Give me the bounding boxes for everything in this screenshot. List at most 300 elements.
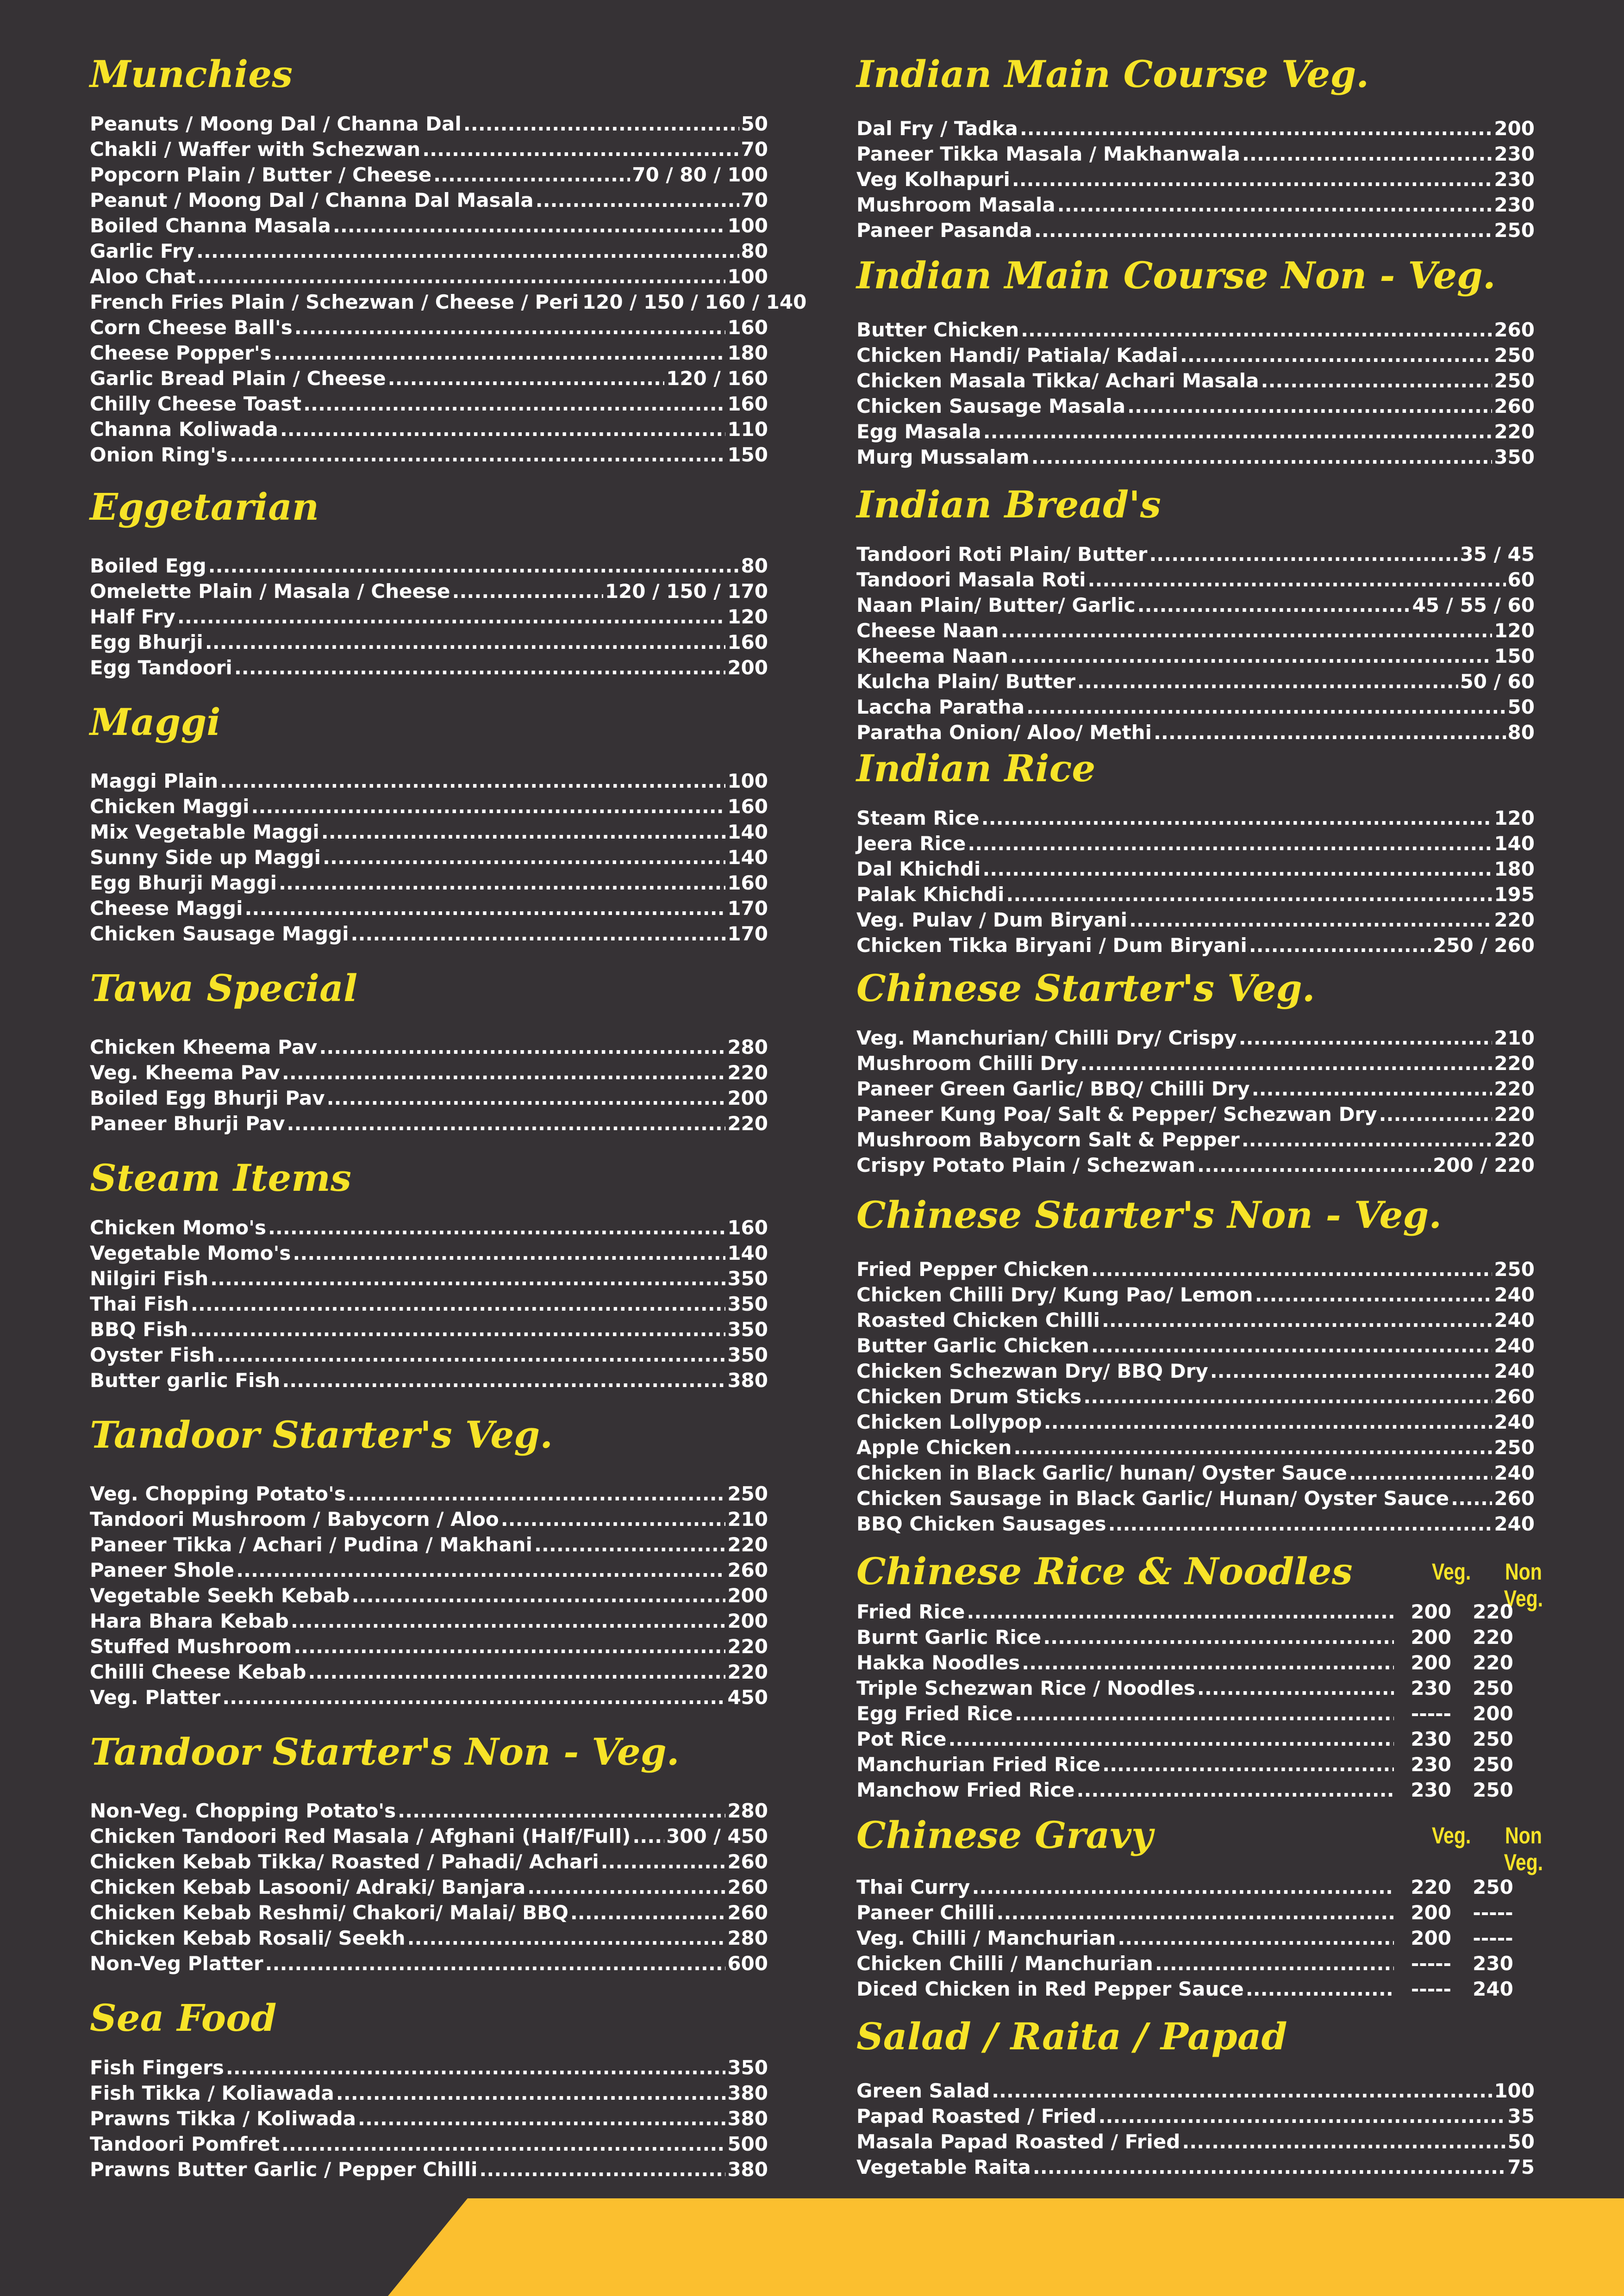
section-title: Indian Rice <box>856 747 1096 790</box>
item-name: Fried Pepper Chicken <box>856 1258 1089 1281</box>
dot-leader <box>1021 317 1492 342</box>
item-name: Paneer Green Garlic/ BBQ/ Chilli Dry <box>856 1077 1250 1100</box>
menu-items <box>90 1034 768 1136</box>
menu-item <box>856 317 1535 342</box>
item-name: Garlic Bread Plain / Cheese <box>90 367 386 390</box>
item-price: 230 <box>1494 168 1535 191</box>
menu-items <box>90 553 768 680</box>
item-name: Stuffed Mushroom <box>90 1635 292 1658</box>
item-price: 100 <box>727 770 768 792</box>
item-name: Apple Chicken <box>856 1436 1012 1459</box>
dot-leader <box>358 2106 725 2131</box>
item-name: Mushroom Masala <box>856 193 1056 216</box>
item-name: Diced Chicken in Red Pepper Sauce <box>856 1978 1244 2000</box>
menu-item <box>90 442 768 467</box>
item-name: Crispy Potato Plain / Schezwan <box>856 1154 1196 1176</box>
item-price: 280 <box>727 1036 768 1058</box>
menu-item <box>90 1659 768 1685</box>
item-name: Prawns Tikka / Koliwada <box>90 2107 356 2130</box>
menu-item <box>90 819 768 845</box>
dot-leader <box>1077 669 1458 694</box>
menu-item <box>90 1240 768 1266</box>
dot-leader <box>1210 1358 1493 1384</box>
dot-leader <box>1020 116 1493 141</box>
dot-leader <box>1379 1101 1493 1127</box>
dot-leader <box>287 1111 726 1136</box>
dot-leader <box>1197 1675 1394 1701</box>
item-price: 250 <box>1494 219 1535 242</box>
item-price: 160 <box>727 871 768 894</box>
item-name: Cheese Maggi <box>90 897 243 920</box>
nonveg-price: 250 <box>1473 1876 1513 1898</box>
menu-item <box>90 162 768 187</box>
dot-leader <box>997 1900 1394 1925</box>
menu-item <box>90 1874 768 1900</box>
item-name: Veg. Chilli / Manchurian <box>856 1927 1116 1949</box>
veg-price: 220 <box>1411 1876 1451 1898</box>
item-name: Chicken Drum Sticks <box>856 1385 1082 1408</box>
dot-leader <box>234 655 726 680</box>
dot-leader <box>348 1481 725 1506</box>
item-name: Chilli Cheese Kebab <box>90 1661 306 1683</box>
menu-item <box>90 845 768 870</box>
nonveg-price: ----- <box>1473 1901 1513 1924</box>
item-name: Chicken Tandoori Red Masala / Afghani (Half/Full) <box>90 1825 631 1848</box>
menu-items <box>90 2055 768 2182</box>
item-price: 260 <box>1494 318 1535 341</box>
dot-leader <box>1077 1777 1394 1803</box>
item-name: Kheema Naan <box>856 645 1008 667</box>
dot-leader <box>294 315 726 340</box>
item-price: 140 <box>727 821 768 843</box>
item-name: Butter Garlic Chicken <box>856 1334 1089 1357</box>
item-name: Egg Masala <box>856 420 981 443</box>
menu-items <box>856 1599 1535 1803</box>
item-price: 170 <box>727 922 768 945</box>
item-price: 250 <box>1494 1258 1535 1281</box>
item-name: Sunny Side up Maggi <box>90 846 321 869</box>
dot-leader <box>501 1506 726 1532</box>
item-name: Boiled Egg Bhurji Pav <box>90 1087 325 1109</box>
item-name: Mix Vegetable Maggi <box>90 821 319 843</box>
section-title: Munchies <box>90 52 293 96</box>
veg-price: ----- <box>1411 1952 1451 1975</box>
dot-leader <box>1026 694 1505 720</box>
item-price: 240 <box>1494 1309 1535 1332</box>
dot-leader <box>1091 1257 1493 1282</box>
item-price: 240 <box>1494 1411 1535 1433</box>
menu-item <box>90 1532 768 1557</box>
item-price: 180 <box>1494 858 1535 880</box>
item-price: 70 <box>741 189 768 212</box>
item-price: 50 <box>741 112 768 135</box>
dot-leader <box>244 896 725 921</box>
dot-leader <box>319 1034 725 1060</box>
item-price: 80 <box>741 240 768 262</box>
menu-item <box>856 1726 1535 1752</box>
menu-item <box>90 1685 768 1710</box>
menu-item <box>856 1511 1535 1537</box>
item-name: Chicken Kebab Lasooni/ Adraki/ Banjara <box>90 1876 526 1898</box>
item-name: Butter Chicken <box>856 318 1019 341</box>
dot-leader <box>265 1951 726 1976</box>
dot-leader <box>433 162 630 187</box>
dot-leader <box>282 1060 725 1085</box>
dot-leader <box>1043 1624 1394 1650</box>
dot-leader <box>1044 1409 1493 1435</box>
item-name: Murg Mussalam <box>856 446 1030 468</box>
menu-item <box>856 218 1535 243</box>
menu-items <box>856 1025 1535 1178</box>
dot-leader <box>1080 1051 1492 1076</box>
item-name: Chicken Chilli Dry/ Kung Pao/ Lemon <box>856 1283 1253 1306</box>
menu-item <box>856 1101 1535 1127</box>
veg-price: 230 <box>1411 1677 1451 1699</box>
dot-leader <box>1083 1384 1492 1409</box>
menu-item <box>856 1701 1535 1726</box>
menu-item <box>90 604 768 629</box>
item-name: Peanut / Moong Dal / Channa Dal Masala <box>90 189 534 212</box>
item-price: 120 <box>1494 619 1535 642</box>
menu-item <box>856 1777 1535 1803</box>
menu-item <box>90 896 768 921</box>
item-price: 200 <box>727 1610 768 1632</box>
dot-leader <box>1006 882 1492 907</box>
item-price: 160 <box>727 392 768 415</box>
item-price: 70 / 80 / 100 <box>632 163 768 186</box>
item-name: Aloo Chat <box>90 265 196 288</box>
menu-item <box>90 213 768 238</box>
dot-leader <box>191 1291 725 1317</box>
menu-item <box>90 1557 768 1583</box>
dot-leader <box>321 819 726 845</box>
menu-item <box>90 111 768 137</box>
menu-item <box>90 1034 768 1060</box>
item-name: Paneer Kung Poa/ Salt & Pepper/ Schezwan Dry <box>856 1103 1377 1126</box>
dot-leader <box>1102 1752 1394 1777</box>
item-price: 350 <box>727 2056 768 2079</box>
menu-item <box>90 1215 768 1240</box>
item-name: Chicken Sausage in Black Garlic/ Hunan/ Oyster Sauce <box>856 1487 1449 1510</box>
item-price: 230 <box>1494 193 1535 216</box>
menu-item <box>856 1127 1535 1152</box>
item-name: Dal Fry / Tadka <box>856 117 1018 140</box>
menu-item <box>90 137 768 162</box>
nonveg-price: 240 <box>1473 1978 1513 2000</box>
menu-item <box>90 1951 768 1976</box>
menu-item <box>856 933 1535 958</box>
item-price: 250 <box>727 1482 768 1505</box>
item-price: 60 <box>1507 568 1535 591</box>
dot-leader <box>1015 1701 1394 1726</box>
menu-items <box>856 116 1535 243</box>
veg-price: ----- <box>1411 1702 1451 1725</box>
dot-leader <box>1099 2103 1506 2129</box>
dot-leader <box>422 137 739 162</box>
menu-item <box>90 1291 768 1317</box>
item-price: 140 <box>727 1242 768 1264</box>
item-name: Vegetable Momo's <box>90 1242 291 1264</box>
item-price: 210 <box>727 1508 768 1531</box>
menu-item <box>90 1342 768 1368</box>
item-price: 200 <box>727 1584 768 1607</box>
item-name: Chicken Maggi <box>90 795 250 818</box>
dot-leader <box>196 238 739 264</box>
nonveg-column-header: Non Veg. <box>1504 1823 1543 1875</box>
item-price: 260 <box>1494 395 1535 417</box>
menu-item <box>90 1823 768 1849</box>
dot-leader <box>333 213 725 238</box>
item-price: 350 <box>1494 446 1535 468</box>
veg-price: 200 <box>1411 1651 1451 1674</box>
menu-item <box>856 1358 1535 1384</box>
dot-leader <box>197 264 725 289</box>
item-name: Paneer Shole <box>90 1559 235 1581</box>
item-name: Onion Ring's <box>90 443 228 466</box>
item-price: 45 / 55 / 60 <box>1412 594 1535 616</box>
menu-item <box>856 393 1535 419</box>
dot-leader <box>281 2131 725 2157</box>
section-title: Maggi <box>90 700 221 744</box>
dot-leader <box>1451 1486 1492 1511</box>
item-name: Channa Koliwada <box>90 418 278 441</box>
menu-item <box>90 1060 768 1085</box>
item-price: 160 <box>727 1216 768 1239</box>
item-price: 140 <box>727 846 768 869</box>
menu-item <box>856 618 1535 643</box>
dot-leader <box>1182 2129 1505 2154</box>
menu-item <box>856 567 1535 592</box>
item-name: Chicken Momo's <box>90 1216 266 1239</box>
veg-price: 200 <box>1411 1626 1451 1649</box>
menu-item <box>856 1460 1535 1486</box>
item-name: Chicken Kebab Reshmi/ Chakori/ Malai/ BBQ <box>90 1901 568 1924</box>
menu-item <box>90 1266 768 1291</box>
menu-item <box>856 856 1535 882</box>
item-price: 220 <box>1494 1103 1535 1126</box>
menu-item <box>90 1368 768 1393</box>
item-price: 240 <box>1494 1462 1535 1484</box>
item-name: Roasted Chicken Chilli <box>856 1309 1100 1332</box>
dot-leader <box>1118 1925 1394 1951</box>
item-name: Steam Rice <box>856 807 980 829</box>
nonveg-price: 200 <box>1473 1702 1513 1725</box>
dot-leader <box>479 2157 725 2182</box>
dot-leader <box>236 1557 725 1583</box>
dot-leader <box>303 391 725 417</box>
item-price: 260 <box>727 1559 768 1581</box>
item-name: Boiled Egg <box>90 554 206 577</box>
item-price: 260 <box>1494 1487 1535 1510</box>
menu-item <box>90 768 768 794</box>
menu-items <box>90 1798 768 1976</box>
menu-item <box>856 1599 1535 1624</box>
dot-leader <box>1255 1282 1493 1307</box>
menu-item <box>90 1506 768 1532</box>
item-price: 100 <box>727 214 768 237</box>
dot-leader <box>1091 1333 1492 1358</box>
item-name: Hara Bhara Kebab <box>90 1610 289 1632</box>
item-price: 250 <box>1494 344 1535 367</box>
dot-leader <box>308 1659 726 1685</box>
dot-leader <box>1349 1460 1492 1486</box>
item-price: 280 <box>727 1799 768 1822</box>
item-name: Garlic Fry <box>90 240 194 262</box>
item-name: Palak Khichdi <box>856 883 1005 906</box>
item-name: Egg Fried Rice <box>856 1702 1013 1725</box>
dot-leader <box>1154 720 1506 745</box>
dot-leader <box>1127 393 1492 419</box>
menu-item <box>856 444 1535 470</box>
dot-leader <box>981 805 1493 831</box>
section-title: Sea Food <box>90 1996 277 2040</box>
dot-leader <box>1242 141 1492 167</box>
dot-leader <box>1057 192 1493 218</box>
item-name: Maggi Plain <box>90 770 219 792</box>
dot-leader <box>536 187 739 213</box>
dot-leader <box>1137 592 1411 618</box>
dot-leader <box>601 1849 726 1874</box>
menu-item <box>856 192 1535 218</box>
dot-leader <box>177 604 725 629</box>
menu-item <box>90 2131 768 2157</box>
item-price: 200 <box>1494 117 1535 140</box>
item-price: 350 <box>727 1318 768 1341</box>
menu-item <box>90 579 768 604</box>
item-name: Chicken Sausage Masala <box>856 395 1126 417</box>
dot-leader <box>1129 907 1492 933</box>
item-name: Papad Roasted / Fried <box>856 2105 1097 2128</box>
dot-leader <box>280 417 725 442</box>
menu-item <box>90 2055 768 2080</box>
menu-item <box>90 187 768 213</box>
nonveg-price: 250 <box>1473 1728 1513 1750</box>
dot-leader <box>208 553 739 579</box>
dot-leader <box>294 1634 725 1659</box>
item-name: Half Fry <box>90 605 175 628</box>
section-title: Indian Bread's <box>856 483 1161 526</box>
dot-leader <box>1239 1025 1493 1051</box>
dot-leader <box>398 1798 725 1823</box>
menu-items <box>856 541 1535 745</box>
dot-leader <box>1242 1127 1493 1152</box>
menu-item <box>856 1051 1535 1076</box>
item-name: Tandoori Mushroom / Babycorn / Aloo <box>90 1508 499 1531</box>
item-name: Egg Bhurji <box>90 631 203 653</box>
item-price: 600 <box>727 1952 768 1975</box>
menu-item <box>90 1583 768 1608</box>
item-price: 300 / 450 <box>666 1825 768 1848</box>
item-name: Thai Fish <box>90 1293 189 1315</box>
item-price: 140 <box>1494 832 1535 855</box>
item-name: Butter garlic Fish <box>90 1369 281 1392</box>
menu-item <box>856 1384 1535 1409</box>
item-price: 220 <box>727 1533 768 1556</box>
menu-item <box>856 1152 1535 1178</box>
item-name: Vegetable Raita <box>856 2156 1031 2178</box>
menu-item <box>856 1025 1535 1051</box>
item-price: 220 <box>1494 420 1535 443</box>
menu-item <box>856 1624 1535 1650</box>
menu-item <box>856 805 1535 831</box>
nonveg-price: 250 <box>1473 1779 1513 1801</box>
item-name: Chicken Kebab Tikka/ Roasted / Pahadi/ Achari <box>90 1850 599 1873</box>
menu-item <box>90 340 768 366</box>
dot-leader <box>282 1368 725 1393</box>
veg-price: ----- <box>1411 1978 1451 2000</box>
dot-leader <box>251 794 726 819</box>
item-price: 240 <box>1494 1512 1535 1535</box>
dot-leader <box>983 419 1493 444</box>
item-name: Nilgiri Fish <box>90 1267 209 1290</box>
item-name: Tandoori Roti Plain/ Butter <box>856 543 1148 566</box>
item-price: 250 / 260 <box>1433 934 1535 957</box>
nonveg-price: 220 <box>1473 1626 1513 1649</box>
menu-item <box>90 2106 768 2131</box>
dot-leader <box>632 1823 664 1849</box>
item-name: Mushroom Babycorn Salt & Pepper <box>856 1128 1240 1151</box>
corner-shape <box>388 2198 1624 2296</box>
menu-item <box>856 831 1535 856</box>
item-price: 50 <box>1507 2130 1535 2153</box>
item-price: 500 <box>727 2133 768 2155</box>
menu-item <box>90 238 768 264</box>
menu-item <box>856 1925 1535 1951</box>
item-name: Chicken Kheema Pav <box>90 1036 318 1058</box>
item-name: Veg. Kheema Pav <box>90 1061 280 1084</box>
dot-leader <box>1155 1951 1394 1976</box>
menu-item <box>856 1650 1535 1675</box>
item-price: 150 <box>727 443 768 466</box>
item-name: Corn Cheese Ball's <box>90 316 293 339</box>
section-title: Tandoor Starter's Veg. <box>90 1413 553 1456</box>
menu-item <box>856 907 1535 933</box>
menu-item <box>856 419 1535 444</box>
item-name: BBQ Chicken Sausages <box>856 1512 1106 1535</box>
dot-leader <box>968 831 1492 856</box>
item-name: Peanuts / Moong Dal / Channa Dal <box>90 112 462 135</box>
item-price: 170 <box>727 897 768 920</box>
menu-item <box>90 553 768 579</box>
price-column-headers <box>1419 1822 1563 1876</box>
dot-leader <box>1252 1076 1493 1101</box>
menu-item <box>856 1976 1535 2002</box>
item-price: 80 <box>741 554 768 577</box>
dot-leader <box>226 2055 725 2080</box>
menu-item <box>856 1307 1535 1333</box>
menu-item <box>856 541 1535 567</box>
dot-leader <box>217 1342 725 1368</box>
item-price: 200 <box>727 656 768 679</box>
menu-item <box>90 655 768 680</box>
item-name: Laccha Paratha <box>856 696 1025 718</box>
menu-item <box>90 315 768 340</box>
menu-items <box>856 317 1535 470</box>
item-name: Chicken Handi/ Patiala/ Kadai <box>856 344 1178 367</box>
item-name: Green Salad <box>856 2079 990 2102</box>
nonveg-price: 220 <box>1473 1600 1513 1623</box>
menu-item <box>90 366 768 391</box>
menu-item <box>90 629 768 655</box>
item-price: 200 / 220 <box>1433 1154 1535 1176</box>
menu-items <box>856 1257 1535 1537</box>
menu-item <box>856 1951 1535 1976</box>
menu-item <box>856 643 1535 669</box>
nonveg-price: ----- <box>1473 1927 1513 1949</box>
item-price: 240 <box>1494 1283 1535 1306</box>
item-name: Masala Papad Roasted / Fried <box>856 2130 1181 2153</box>
dot-leader <box>1149 541 1458 567</box>
